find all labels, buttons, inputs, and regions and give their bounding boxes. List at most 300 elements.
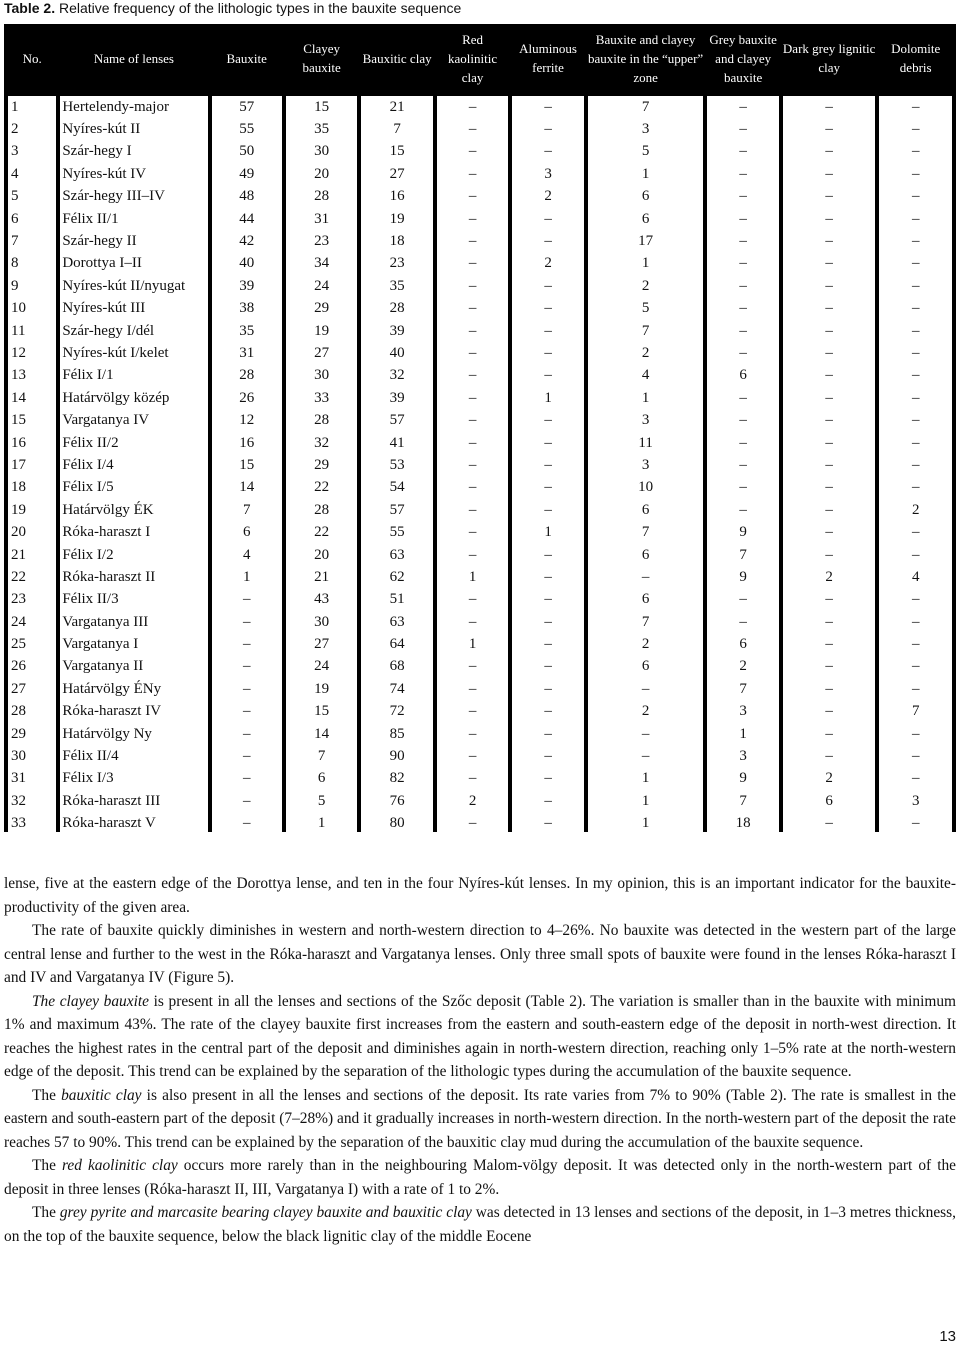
table-cell: – [707,298,778,320]
table-cell: – [879,118,952,140]
table-cell: – [437,409,508,431]
table-cell: Nyíres-kút III [60,298,207,320]
table-cell: – [879,745,952,767]
table-cell: 19 [286,320,357,342]
table-cell: 6 [588,499,704,521]
table-cell: 4 [8,163,56,185]
table-cell: 3 [707,701,778,723]
table-cell: – [879,521,952,543]
table-cell: – [512,298,583,320]
table-cell: Szár-hegy III–IV [60,186,207,208]
table-cell: 18 [8,477,56,499]
table-cell: 1 [588,768,704,790]
term-clayey-bauxite: The clayey bauxite [32,992,149,1010]
table-cell: 49 [212,163,282,185]
table-cell: 14 [8,387,56,409]
table-cell: 22 [8,566,56,588]
table-cell: – [212,813,282,835]
table-cell: – [437,499,508,521]
table-cell: – [879,298,952,320]
term-grey-pyrite-clay: grey pyrite and marcasite bearing clayey bauxite and bauxitic clay [59,1204,472,1221]
table-cell: Félix II/2 [60,432,207,454]
table-cell: – [707,275,778,297]
table-cell: – [783,521,876,543]
table-row [8,275,952,297]
table-cell: – [879,186,952,208]
table-cell: – [512,723,583,745]
paragraph-2: The rate of bauxite quickly diminishes in western and north-western direction to 4–26%. No bauxite was detected in the western part of the large central lense and further to the west in the Róka-haraszt and Vargatanya lenses. Only three small spots of bauxite were found in the lenses Róka-haraszt I and IV and Vargatanya IV (Figure 5). [4,922,956,986]
table-cell: 11 [8,320,56,342]
table-cell: 57 [361,409,432,431]
table-cell: 14 [212,477,282,499]
table-cell: – [437,701,508,723]
table-cell: – [783,141,876,163]
table-cell: – [437,230,508,252]
table-cell: 63 [361,544,432,566]
table-cell: 1 [588,790,704,812]
table-cell: 6 [707,365,778,387]
table-cell: 10 [8,298,56,320]
table-cell: 2 [512,186,583,208]
table-cell: – [783,387,876,409]
table-cell: Róka-haraszt II [60,566,207,588]
table-cell: 3 [588,454,704,476]
table-cell: 76 [361,790,432,812]
table-cell: Határvölgy közép [60,387,207,409]
table-cell: – [437,723,508,745]
table-cell: – [783,678,876,700]
table-cell: 7 [707,544,778,566]
table-cell: 1 [588,813,704,835]
table-cell: – [212,790,282,812]
table-cell: 28 [361,298,432,320]
table-cell: 72 [361,701,432,723]
table-cell: – [512,342,583,364]
table-cell: – [437,611,508,633]
table-cell: – [879,611,952,633]
table-cell: 1 [512,521,583,543]
table-row [8,477,952,499]
paragraph-4: The bauxitic clay is also present in all the lenses and sections of the deposit. Its rate varies from 7% to 90% (Table 2). The rate is smallest in the eastern and south-eastern part of the deposit (7–28%) and it gradually increases in north-western direction. In the north-western part of the deposit the rate reaches 57 to 90%. This trend can be explained by the separation of the bauxitic clay mud during the accumulation of the bauxite sequence. [4,1086,956,1151]
table-cell: Félix I/4 [60,454,207,476]
table-row [8,387,952,409]
table-cell: – [512,544,583,566]
table-row [8,118,952,140]
table-cell: – [879,633,952,655]
table-cell: 1 [437,633,508,655]
table-cell: – [512,409,583,431]
table-cell: – [437,320,508,342]
page-number: 13 [939,1328,956,1345]
table-cell: – [512,208,583,230]
table-cell: 27 [8,678,56,700]
table-cell: 26 [8,656,56,678]
table-cell: 35 [361,275,432,297]
table-cell: – [879,813,952,835]
table-cell: 38 [212,298,282,320]
table-row [8,611,952,633]
table-cell: 1 [437,566,508,588]
table-caption [4,0,461,16]
column-header: Bauxitic clay [361,24,432,92]
table-cell: 15 [361,141,432,163]
table-cell: – [437,298,508,320]
paragraph-6: The grey pyrite and marcasite bearing clayey bauxite and bauxitic clay was detected in 13 lenses and sections of the deposit, in 1–3 metres thickness, on the top of the bauxite sequence, below the black lignitic clay of the middle Eocene [4,1204,956,1245]
table-cell: – [783,163,876,185]
table-cell: Félix I/5 [60,477,207,499]
table-cell: – [512,432,583,454]
table-cell: – [588,678,704,700]
table-cell: – [437,208,508,230]
table-cell: – [783,701,876,723]
table-cell: – [783,432,876,454]
table-cell: 12 [212,409,282,431]
table-cell: 27 [361,163,432,185]
table-cell: 10 [588,477,704,499]
table-cell: Szár-hegy I [60,141,207,163]
table-cell: – [437,544,508,566]
table-cell: – [707,477,778,499]
table-cell: 23 [286,230,357,252]
term-red-kaolinitic-clay: red kaolinitic clay [61,1157,178,1174]
table-cell: – [707,118,778,140]
table-cell: 19 [361,208,432,230]
table-cell: Határvölgy ÉK [60,499,207,521]
table-cell: – [707,589,778,611]
table-cell: Határvölgy ÉNy [60,678,207,700]
table-row [8,365,952,387]
table-cell: 7 [588,611,704,633]
table-cell: – [512,790,583,812]
table-cell: 20 [286,544,357,566]
table-cell: 3 [588,118,704,140]
table-cell: Nyíres-kút IV [60,163,207,185]
table-cell: – [437,365,508,387]
column-header: Red kaolinitic clay [437,24,508,92]
table-cell: 2 [707,656,778,678]
table-cell: 3 [879,790,952,812]
table-cell: – [879,477,952,499]
table-cell: – [437,387,508,409]
table-cell: 24 [286,656,357,678]
table-cell: 5 [588,298,704,320]
table-cell: 33 [286,387,357,409]
table-cell: 74 [361,678,432,700]
table-cell: – [783,230,876,252]
table-cell: – [783,186,876,208]
table-cell: Nyíres-kút II [60,118,207,140]
table-cell: 3 [707,745,778,767]
table-cell: 2 [588,275,704,297]
table-cell: – [879,253,952,275]
table-cell: – [437,186,508,208]
table-cell: 4 [879,566,952,588]
table-cell: 22 [286,521,357,543]
column-header: No. [8,24,56,92]
table-cell: – [879,768,952,790]
table-cell: 31 [212,342,282,364]
table-cell: – [879,320,952,342]
table-cell: 31 [286,208,357,230]
column-header: Grey bauxite and clayey bauxite [707,24,778,92]
table-cell: – [512,768,583,790]
table-cell: 64 [361,633,432,655]
table-cell: – [437,589,508,611]
table-row [8,141,952,163]
table-cell: 57 [212,96,282,118]
table-cell: 4 [212,544,282,566]
table-cell: 30 [286,141,357,163]
table-cell: – [783,253,876,275]
table-row [8,701,952,723]
table-cell: – [783,723,876,745]
table-cell: – [783,454,876,476]
table-cell: 9 [707,566,778,588]
table-cell: 1 [588,387,704,409]
table-cell: 15 [8,409,56,431]
table-cell: – [707,342,778,364]
table-cell: – [879,365,952,387]
table-cell: 28 [286,186,357,208]
table-cell: 32 [286,432,357,454]
table-cell: 28 [212,365,282,387]
table-cell: 17 [8,454,56,476]
table-cell: Vargatanya II [60,656,207,678]
table-cell: Félix I/2 [60,544,207,566]
table-cell: – [783,589,876,611]
table-cell: 15 [286,701,357,723]
table-cell: – [512,365,583,387]
table-cell: 63 [361,611,432,633]
table-cell: 21 [361,96,432,118]
table-cell: – [437,141,508,163]
paragraph-5: The red kaolinitic clay occurs more rarely than in the neighbouring Malom-völgy deposit. It was detected only in the north-western part of the deposit in three lenses (Róka-haraszt II, III, Vargatanya I) with a rate of 1 to 2%. [4,1157,956,1198]
table-cell: Róka-haraszt III [60,790,207,812]
table-cell: – [783,544,876,566]
table-cell: 1 [286,813,357,835]
table-cell: 1 [588,253,704,275]
table-cell: 6 [212,521,282,543]
table-cell: – [879,678,952,700]
table-cell: – [879,342,952,364]
table-row [8,589,952,611]
table-cell: Róka-haraszt I [60,521,207,543]
table-cell: – [512,141,583,163]
table-cell: – [512,566,583,588]
table-cell: 6 [286,768,357,790]
table-cell: Hertelendy-major [60,96,207,118]
table-cell: 7 [588,521,704,543]
table-cell: – [783,96,876,118]
table-row [8,186,952,208]
table-cell: 41 [361,432,432,454]
table-cell: 1 [8,96,56,118]
table-row [8,253,952,275]
table-cell: 21 [8,544,56,566]
table-cell: – [512,678,583,700]
table-cell: Félix I/1 [60,365,207,387]
table-cell: – [707,186,778,208]
table-cell: – [879,409,952,431]
table-cell: – [783,275,876,297]
table-body [8,96,952,835]
table-cell: 18 [361,230,432,252]
table-cell: – [707,163,778,185]
table-cell: 85 [361,723,432,745]
table-cell: Dorottya I–II [60,253,207,275]
table-cell: – [879,208,952,230]
table-cell: 43 [286,589,357,611]
table-cell: 6 [588,544,704,566]
table-cell: 55 [212,118,282,140]
table-cell: – [512,118,583,140]
table-cell: 3 [8,141,56,163]
table-cell: Szár-hegy II [60,230,207,252]
table-cell: 23 [361,253,432,275]
table-title: Relative frequency of the lithologic types in the bauxite sequence [55,0,462,16]
table-cell: – [512,477,583,499]
table-row [8,768,952,790]
table-row [8,723,952,745]
table-cell: – [437,656,508,678]
table-cell: 20 [286,163,357,185]
table-cell: – [783,477,876,499]
table-cell: – [212,589,282,611]
table-cell: 12 [8,342,56,364]
table-cell: – [783,656,876,678]
table-cell: 51 [361,589,432,611]
table-cell: – [512,589,583,611]
table-cell: – [437,745,508,767]
table-cell: 15 [212,454,282,476]
table-cell: 1 [512,387,583,409]
table-cell: – [512,499,583,521]
table-cell: 5 [588,141,704,163]
table-cell: – [783,342,876,364]
table-cell: – [212,633,282,655]
table-cell: – [212,656,282,678]
table-cell: 7 [361,118,432,140]
column-header: Dark grey lignitic clay [783,24,876,92]
table-row [8,499,952,521]
lithology-table [4,24,956,832]
table-cell: 6 [588,589,704,611]
table-cell: – [512,656,583,678]
table-row [8,633,952,655]
table-cell: – [879,723,952,745]
table-cell: 7 [707,678,778,700]
table-cell: 50 [212,141,282,163]
table-cell: 7 [588,320,704,342]
table-cell: – [212,701,282,723]
table-row [8,342,952,364]
table-cell: 7 [8,230,56,252]
paragraph-1: lense, five at the eastern edge of the Dorottya lense, and ten in the four Nyíres-kút lenses. In my opinion, this is an important indicator for the bauxite-productivity of the given area. [4,875,956,916]
table-cell: 2 [588,633,704,655]
table-row [8,544,952,566]
table-cell: Vargatanya IV [60,409,207,431]
table-cell: 25 [8,633,56,655]
table-cell: – [707,320,778,342]
table-cell: 6 [588,208,704,230]
table-cell: 39 [361,320,432,342]
table-cell: Félix II/1 [60,208,207,230]
table-cell: – [707,432,778,454]
table-cell: – [783,611,876,633]
table-cell: 31 [8,768,56,790]
table-cell: 4 [588,365,704,387]
table-cell: – [437,163,508,185]
table-cell: Félix II/3 [60,589,207,611]
table-cell: – [879,589,952,611]
table-cell: 22 [286,477,357,499]
table-cell: 27 [286,342,357,364]
table-cell: 30 [286,365,357,387]
table-row [8,566,952,588]
table-cell: 2 [8,118,56,140]
table-cell: – [879,96,952,118]
table-cell: 28 [8,701,56,723]
table-cell: 3 [588,409,704,431]
table-cell: – [783,409,876,431]
table-cell: 40 [212,253,282,275]
table-cell: 6 [588,186,704,208]
column-header: Aluminous ferrite [512,24,583,92]
table-cell: – [437,521,508,543]
body-text [4,872,956,1248]
table-cell: 23 [8,589,56,611]
table-cell: 9 [707,521,778,543]
table-cell: – [512,320,583,342]
table-cell: – [212,611,282,633]
table-cell: 5 [8,186,56,208]
table-cell: – [437,342,508,364]
table-cell: 9 [707,768,778,790]
table-cell: 2 [879,499,952,521]
table-cell: – [783,320,876,342]
table-cell: 26 [212,387,282,409]
table-cell: 1 [707,723,778,745]
table-cell: 16 [8,432,56,454]
table-cell: 55 [361,521,432,543]
column-header: Bauxite [212,24,282,92]
table-cell: 20 [8,521,56,543]
table-cell: – [707,230,778,252]
table-cell: – [707,141,778,163]
table-cell: 17 [588,230,704,252]
table-row [8,790,952,812]
table-cell: – [212,768,282,790]
table-row [8,208,952,230]
table-cell: – [783,118,876,140]
table-cell: 8 [8,253,56,275]
table-cell: – [512,454,583,476]
table-cell: – [212,745,282,767]
table-cell: 7 [879,701,952,723]
table-cell: – [707,611,778,633]
table-cell: – [512,633,583,655]
table-cell: 6 [8,208,56,230]
table-cell: 2 [588,342,704,364]
table-cell: – [437,96,508,118]
table-cell: Szár-hegy I/dél [60,320,207,342]
table-cell: 7 [212,499,282,521]
table-cell: 40 [361,342,432,364]
table-row [8,454,952,476]
table-row [8,409,952,431]
table-cell: 2 [783,566,876,588]
table-cell: 82 [361,768,432,790]
